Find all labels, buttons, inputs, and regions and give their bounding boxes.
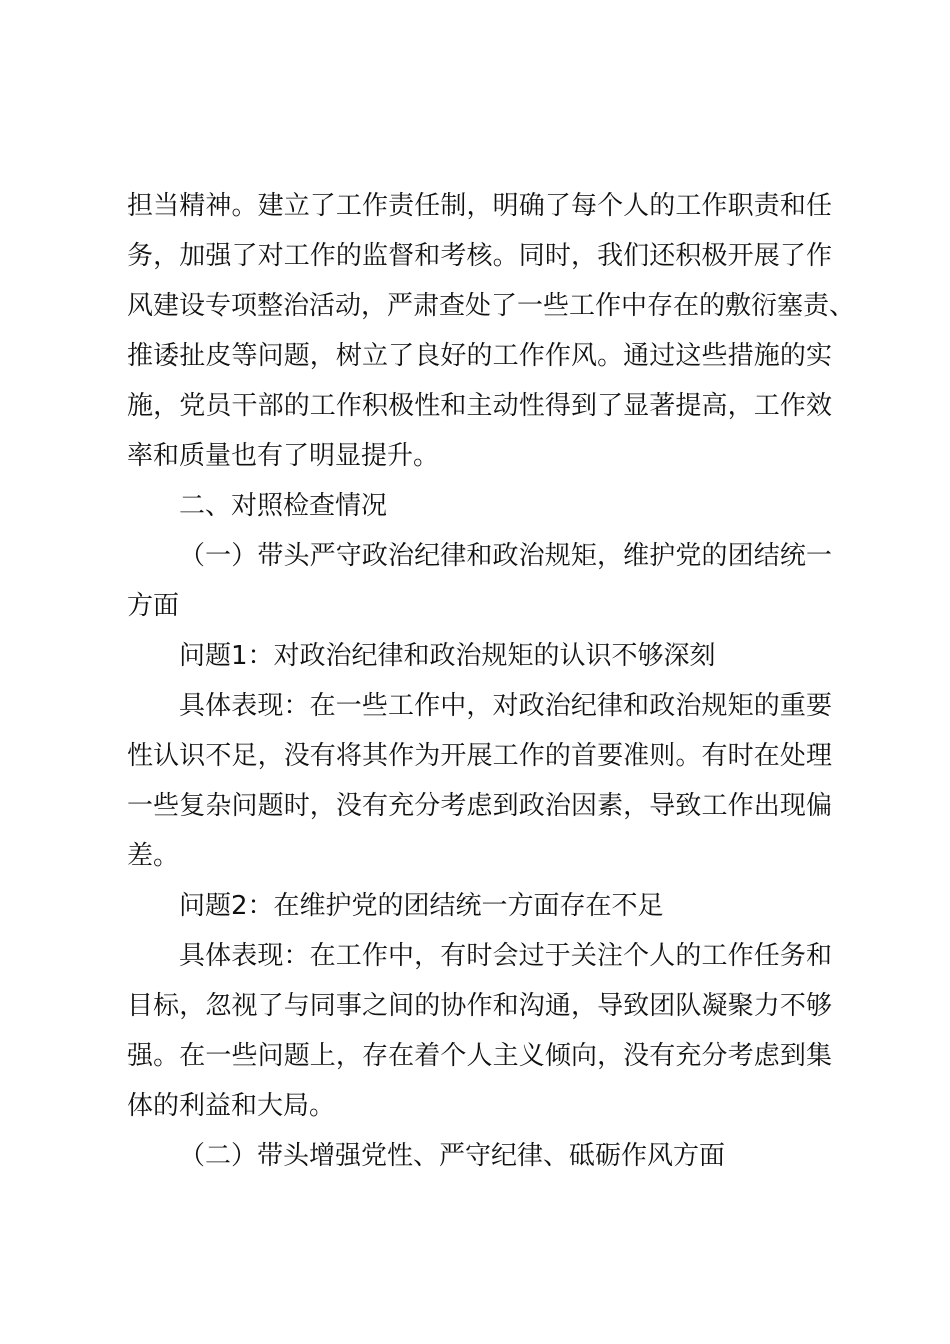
body-line: 具体表现：在工作中，有时会过于关注个人的工作任务和 [179,941,832,971]
body-line: 风建设专项整治活动，严肃查处了一些工作中存在的敷衍塞责、 [127,291,856,321]
body-line: 差。 [127,841,180,871]
body-line: 具体表现：在一些工作中，对政治纪律和政治规矩的重要 [179,691,832,721]
subsection-heading: （二）带头增强党性、严守纪律、砥砺作风方面 [179,1141,726,1171]
body-line: 体的利益和大局。 [127,1091,336,1121]
subsection-heading: （一）带头严守政治纪律和政治规矩，维护党的团结统一 [179,541,832,571]
section-heading: 二、对照检查情况 [179,491,388,521]
body-line: 目标，忽视了与同事之间的协作和沟通，导致团队凝聚力不够 [127,991,832,1021]
issue-heading: 问题2：在维护党的团结统一方面存在不足 [179,891,664,921]
body-line: 施，党员干部的工作积极性和主动性得到了显著提高，工作效 [127,391,832,421]
body-line: 推诿扯皮等问题，树立了良好的工作作风。通过这些措施的实 [127,341,832,371]
body-line: 性认识不足，没有将其作为开展工作的首要准则。有时在处理 [127,741,832,771]
body-line: 担当精神。建立了工作责任制，明确了每个人的工作职责和任 [127,191,832,221]
body-line: 率和质量也有了明显提升。 [127,441,440,471]
body-line: 一些复杂问题时，没有充分考虑到政治因素，导致工作出现偏 [127,791,832,821]
issue-heading: 问题1：对政治纪律和政治规矩的认识不够深刻 [179,641,716,671]
body-line: 务，加强了对工作的监督和考核。同时，我们还积极开展了作 [127,241,832,271]
document-body [127,181,856,1181]
body-line: 强。在一些问题上，存在着个人主义倾向，没有充分考虑到集 [127,1041,832,1071]
subsection-heading-continued: 方面 [127,591,180,621]
